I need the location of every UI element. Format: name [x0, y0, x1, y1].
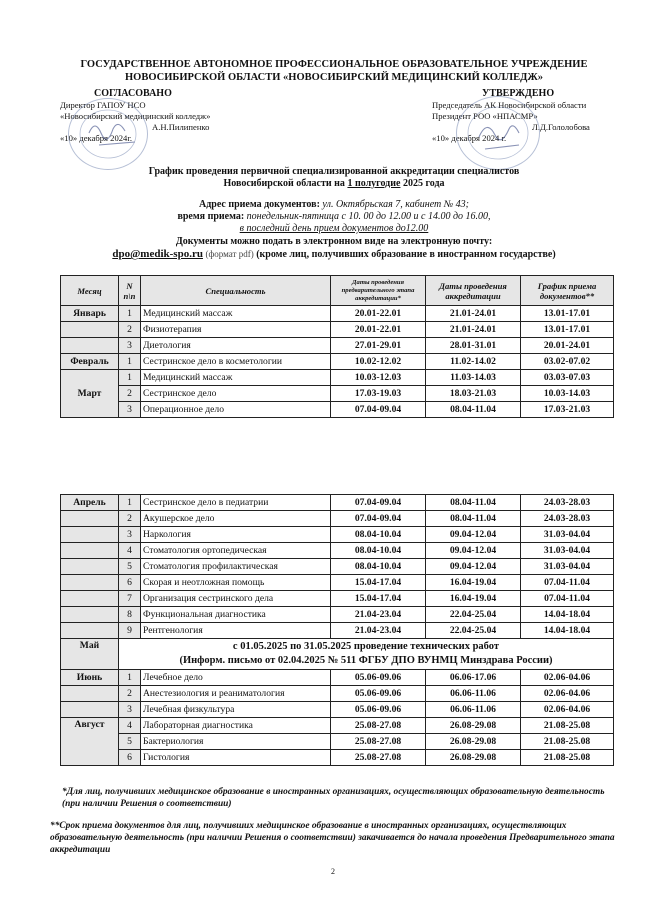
reception-time-label: время приема: [177, 211, 245, 222]
accred-dates: 16.04-19.04 [426, 591, 521, 607]
docs-dates: 31.03-04.04 [521, 543, 614, 559]
docs-dates: 14.04-18.04 [521, 623, 614, 639]
address-label: Адрес приема документов: [198, 199, 320, 210]
accred-dates: 08.04-11.04 [426, 495, 521, 511]
docs-dates: 07.04-11.04 [521, 591, 614, 607]
specialty-cell: Наркология [141, 527, 331, 543]
accred-dates: 09.04-12.04 [426, 543, 521, 559]
accred-dates: 06.06-11.06 [426, 686, 521, 702]
prelim-dates: 21.04-23.04 [331, 607, 426, 623]
approval-left-line2: «Новосибирский медицинский колледж» [60, 111, 211, 121]
month-cell [61, 702, 119, 718]
docs-dates: 21.08-25.08 [521, 734, 614, 750]
docs-dates: 03.02-07.02 [521, 354, 614, 370]
accred-dates: 11.02-14.02 [426, 354, 521, 370]
prelim-dates: 25.08-27.08 [331, 718, 426, 734]
last-day-note: в последний день прием документов до12.00 [239, 223, 429, 234]
month-cell [61, 607, 119, 623]
col-spec: Специальность [141, 276, 331, 306]
address-value: ул. Октябрьская 7, кабинет № 43; [322, 199, 470, 210]
reception-time-value: понедельник-пятница с 10. 00 до 12.00 и с 14.00 до 16.00, [246, 211, 491, 222]
docs-dates: 13.01-17.01 [521, 322, 614, 338]
row-number: 2 [119, 686, 141, 702]
table-row [61, 559, 614, 575]
accred-dates: 06.06-11.06 [426, 702, 521, 718]
table-row [61, 354, 614, 370]
stamp-left [68, 98, 148, 170]
table-row [61, 591, 614, 607]
specialty-cell: Стоматология профилактическая [141, 559, 331, 575]
accred-dates: 08.04-11.04 [426, 511, 521, 527]
footnote-2: **Срок приема документов для лиц, получивших медицинское образование в иностранных организациях, осуществляющих образовательную деятельность (при наличии Решения о соответствии) закачивается до начала проведения Предварительного этапа аккредитации [50, 821, 615, 855]
approval-left-title: СОГЛАСОВАНО [94, 88, 172, 99]
row-number: 4 [119, 543, 141, 559]
approval-left-line1: Директор ГАПОУ НСО [60, 100, 146, 110]
specialty-cell: Стоматология ортопедическая [141, 543, 331, 559]
specialty-cell: Медицинский массаж [141, 306, 331, 322]
prelim-dates: 07.04-09.04 [331, 495, 426, 511]
accred-dates: 16.04-19.04 [426, 575, 521, 591]
prelim-dates: 25.08-27.08 [331, 750, 426, 766]
prelim-dates: 08.04-10.04 [331, 559, 426, 575]
prelim-dates: 15.04-17.04 [331, 591, 426, 607]
signature-right-stroke [485, 145, 519, 149]
prelim-dates: 07.04-09.04 [331, 511, 426, 527]
month-cell [61, 511, 119, 527]
signature-left [89, 124, 125, 139]
month-cell: Март [61, 370, 119, 418]
table-row [61, 511, 614, 527]
docs-dates: 20.01-24.01 [521, 338, 614, 354]
may-line1: с 01.05.2025 по 31.05.2025 проведение технических работ [232, 641, 500, 652]
stamp-right-seal [457, 97, 539, 169]
table-row [61, 370, 614, 386]
doc-title-prefix: Новосибирской области на [223, 178, 345, 189]
table-row [61, 670, 614, 686]
specialty-cell: Функциональная диагностика [141, 607, 331, 623]
row-number: 6 [119, 575, 141, 591]
table-header-row [61, 276, 614, 306]
table-row [61, 750, 614, 766]
month-cell [61, 322, 119, 338]
docs-dates: 21.08-25.08 [521, 718, 614, 734]
specialty-cell: Медицинский массаж [141, 370, 331, 386]
stamp-left-seal [69, 99, 147, 169]
signature-left-stroke [99, 142, 135, 145]
specialty-cell: Лечебная физкультура [141, 702, 331, 718]
approval-right-date: «10» декабря 2024 г. [432, 133, 507, 143]
month-cell: Апрель [61, 495, 119, 511]
docs-dates: 03.03-07.03 [521, 370, 614, 386]
may-row [61, 639, 614, 670]
row-number: 8 [119, 607, 141, 623]
accred-dates: 21.01-24.01 [426, 322, 521, 338]
docs-dates: 14.04-18.04 [521, 607, 614, 623]
specialty-cell: Лабораторная диагностика [141, 718, 331, 734]
accred-dates: 09.04-12.04 [426, 527, 521, 543]
table-row [61, 495, 614, 511]
specialty-cell: Сестринское дело в косметологии [141, 354, 331, 370]
accred-dates: 08.04-11.04 [426, 402, 521, 418]
prelim-dates: 05.06-09.06 [331, 686, 426, 702]
accred-dates: 26.08-29.08 [426, 718, 521, 734]
prelim-dates: 20.01-22.01 [331, 306, 426, 322]
docs-dates: 31.03-04.04 [521, 527, 614, 543]
col-num: N п\п [119, 276, 141, 306]
specialty-cell: Скорая и неотложная помощь [141, 575, 331, 591]
table-row [61, 306, 614, 322]
doc-title-year: 2025 года [402, 178, 445, 189]
month-cell: Май [61, 639, 119, 670]
row-number: 2 [119, 322, 141, 338]
specialty-cell: Бактериология [141, 734, 331, 750]
approval-right-title: УТВЕРЖДЕНО [482, 88, 555, 99]
specialty-cell: Акушерское дело [141, 511, 331, 527]
docs-dates: 21.08-25.08 [521, 750, 614, 766]
accred-dates: 26.08-29.08 [426, 734, 521, 750]
row-number: 2 [119, 386, 141, 402]
specialty-cell: Операционное дело [141, 402, 331, 418]
accred-dates: 22.04-25.04 [426, 623, 521, 639]
row-number: 1 [119, 354, 141, 370]
approval-left-date: «10» декабря 2024г. [60, 133, 133, 143]
table-row [61, 702, 614, 718]
accred-dates: 18.03-21.03 [426, 386, 521, 402]
row-number: 1 [119, 670, 141, 686]
row-number: 5 [119, 734, 141, 750]
row-number: 1 [119, 370, 141, 386]
docs-dates: 02.06-04.06 [521, 702, 614, 718]
row-number: 5 [119, 559, 141, 575]
prelim-dates: 10.03-12.03 [331, 370, 426, 386]
col-schedule: График приема документов** [521, 276, 614, 306]
row-number: 6 [119, 750, 141, 766]
signature-right [479, 126, 519, 140]
reception-time-line [0, 211, 668, 223]
prelim-dates: 05.06-09.06 [331, 670, 426, 686]
month-cell [61, 686, 119, 702]
month-cell [61, 623, 119, 639]
prelim-dates: 25.08-27.08 [331, 734, 426, 750]
approval-right-name: Л.Д.Гололобова [532, 122, 590, 132]
address-line [0, 199, 668, 211]
docs-dates: 07.04-11.04 [521, 575, 614, 591]
doc-title-line2 [0, 178, 668, 190]
specialty-cell: Рентгенология [141, 623, 331, 639]
schedule-table-part2 [60, 494, 614, 766]
org-name-line2: НОВОСИБИРСКОЙ ОБЛАСТИ «НОВОСИБИРСКИЙ МЕДИЦИНСКИЙ КОЛЛЕДЖ» [125, 72, 543, 83]
col-prelim: Даты проведения предварительного этапа аккредитации* [331, 276, 426, 306]
docs-dates: 02.06-04.06 [521, 670, 614, 686]
schedule-table-part1 [60, 275, 614, 418]
approval-right-line1: Председатель АК Новосибирской области [432, 100, 587, 110]
row-number: 2 [119, 511, 141, 527]
may-technical-works [119, 639, 614, 670]
email-format: (формат pdf) [205, 249, 254, 259]
month-cell: Январь [61, 306, 119, 322]
table-row [61, 527, 614, 543]
month-cell [61, 527, 119, 543]
email-exclusion: (кроме лиц, получивших образование в иностранном государстве) [256, 249, 556, 260]
docs-dates: 17.03-21.03 [521, 402, 614, 418]
electronic-submission-note: Документы можно подать в электронном виде на электронную почту: [175, 236, 493, 247]
specialty-cell: Гистология [141, 750, 331, 766]
footnote-1: *Для лиц, получивших медицинское образование в иностранных организациях, осуществляющих образовательную деятельность (при наличии Решения о соответствии) [62, 787, 605, 809]
docs-dates: 24.03-28.03 [521, 495, 614, 511]
month-cell: Июнь [61, 670, 119, 686]
prelim-dates: 27.01-29.01 [331, 338, 426, 354]
table-row [61, 402, 614, 418]
prelim-dates: 21.04-23.04 [331, 623, 426, 639]
table-row [61, 322, 614, 338]
doc-title-period: 1 полугодие [347, 178, 401, 189]
table-row [61, 623, 614, 639]
col-accred: Даты проведения аккредитации [426, 276, 521, 306]
month-cell [61, 559, 119, 575]
docs-dates: 10.03-14.03 [521, 386, 614, 402]
specialty-cell: Сестринское дело [141, 386, 331, 402]
table-row [61, 686, 614, 702]
row-number: 4 [119, 718, 141, 734]
table-row [61, 386, 614, 402]
prelim-dates: 10.02-12.02 [331, 354, 426, 370]
prelim-dates: 08.04-10.04 [331, 543, 426, 559]
doc-title-line1: График проведения первичной специализированной аккредитации специалистов [148, 166, 520, 177]
accred-dates: 06.06-17.06 [426, 670, 521, 686]
accred-dates: 09.04-12.04 [426, 559, 521, 575]
email-line [0, 248, 668, 261]
approval-right-line2: Президент РОО «НПАСМР» [432, 111, 538, 121]
row-number: 7 [119, 591, 141, 607]
specialty-cell: Сестринское дело в педиатрии [141, 495, 331, 511]
approval-left-name: А.Н.Пилипенко [152, 122, 210, 132]
page-number: 2 [331, 867, 335, 876]
prelim-dates: 17.03-19.03 [331, 386, 426, 402]
specialty-cell: Организация сестринского дела [141, 591, 331, 607]
accred-dates: 22.04-25.04 [426, 607, 521, 623]
accred-dates: 28.01-31.01 [426, 338, 521, 354]
month-cell: Февраль [61, 354, 119, 370]
row-number: 3 [119, 338, 141, 354]
accred-dates: 26.08-29.08 [426, 750, 521, 766]
table-row [61, 607, 614, 623]
stamp-right [456, 96, 540, 170]
accred-dates: 21.01-24.01 [426, 306, 521, 322]
docs-dates: 24.03-28.03 [521, 511, 614, 527]
docs-dates: 31.03-04.04 [521, 559, 614, 575]
docs-dates: 02.06-04.06 [521, 686, 614, 702]
prelim-dates: 08.04-10.04 [331, 527, 426, 543]
accred-dates: 11.03-14.03 [426, 370, 521, 386]
row-number: 1 [119, 495, 141, 511]
specialty-cell: Физиотерапия [141, 322, 331, 338]
month-cell [61, 575, 119, 591]
specialty-cell: Лечебное дело [141, 670, 331, 686]
table-row [61, 543, 614, 559]
row-number: 9 [119, 623, 141, 639]
col-month: Месяц [61, 276, 119, 306]
specialty-cell: Анестезиология и реаниматология [141, 686, 331, 702]
prelim-dates: 05.06-09.06 [331, 702, 426, 718]
prelim-dates: 07.04-09.04 [331, 402, 426, 418]
org-name-line1: ГОСУДАРСТВЕННОЕ АВТОНОМНОЕ ПРОФЕССИОНАЛЬНОЕ ОБРАЗОВАТЕЛЬНОЕ УЧРЕЖДЕНИЕ [80, 59, 588, 70]
email-link[interactable]: dpo@medik-spo.ru [112, 248, 203, 260]
row-number: 1 [119, 306, 141, 322]
specialty-cell: Диетология [141, 338, 331, 354]
table-row [61, 338, 614, 354]
row-number: 3 [119, 527, 141, 543]
month-cell [61, 338, 119, 354]
prelim-dates: 20.01-22.01 [331, 322, 426, 338]
month-cell [61, 591, 119, 607]
row-number: 3 [119, 402, 141, 418]
docs-dates: 13.01-17.01 [521, 306, 614, 322]
row-number: 3 [119, 702, 141, 718]
table-row [61, 718, 614, 734]
may-line2: (Информ. письмо от 02.04.2025 № 511 ФГБУ ДПО ВУНМЦ Минздрава России) [179, 655, 553, 666]
month-cell [61, 543, 119, 559]
table-row [61, 575, 614, 591]
month-cell: Август [61, 718, 119, 766]
prelim-dates: 15.04-17.04 [331, 575, 426, 591]
table-row [61, 734, 614, 750]
